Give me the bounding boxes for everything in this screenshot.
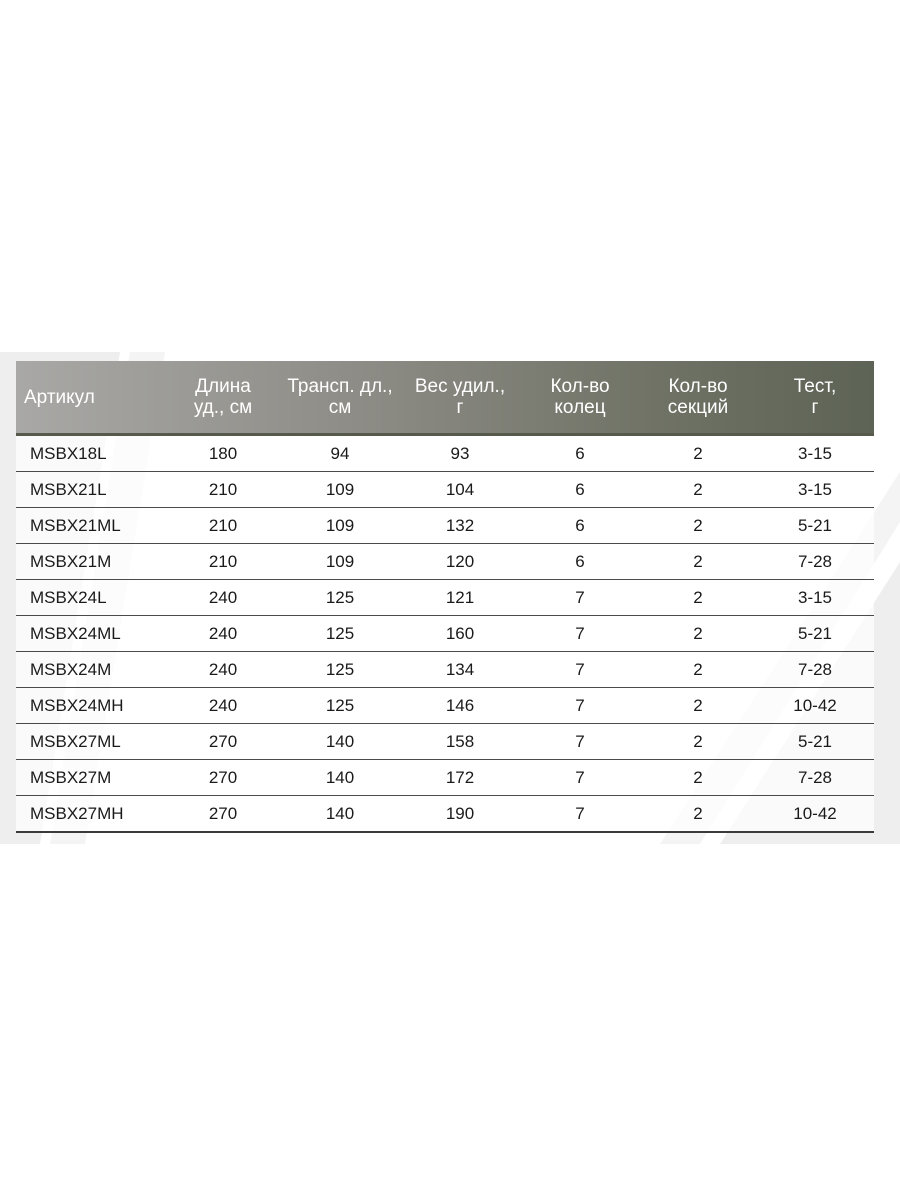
cell-ring-count: 6 xyxy=(520,472,640,508)
cell-test: 10-42 xyxy=(756,796,874,833)
cell-ring-count: 6 xyxy=(520,435,640,472)
cell-ring-count: 7 xyxy=(520,796,640,833)
header-transport-length xyxy=(280,361,400,435)
cell-transport-length: 125 xyxy=(280,580,400,616)
header-section-count xyxy=(640,361,756,435)
cell-rod-weight: 146 xyxy=(400,688,520,724)
table-row xyxy=(16,796,874,833)
cell-rod-length: 210 xyxy=(166,508,280,544)
cell-transport-length: 140 xyxy=(280,724,400,760)
cell-article: MSBX27MH xyxy=(16,796,166,833)
table-row xyxy=(16,616,874,652)
cell-rod-weight: 160 xyxy=(400,616,520,652)
cell-transport-length: 109 xyxy=(280,472,400,508)
cell-section-count: 2 xyxy=(640,508,756,544)
cell-article: MSBX21ML xyxy=(16,508,166,544)
cell-rod-length: 210 xyxy=(166,472,280,508)
cell-rod-weight: 172 xyxy=(400,760,520,796)
header-label-line: см xyxy=(328,397,352,418)
table-row xyxy=(16,544,874,580)
cell-transport-length: 109 xyxy=(280,508,400,544)
header-label-line: г xyxy=(811,397,819,418)
cell-rod-length: 270 xyxy=(166,724,280,760)
cell-section-count: 2 xyxy=(640,616,756,652)
table-row xyxy=(16,652,874,688)
cell-rod-weight: 104 xyxy=(400,472,520,508)
cell-test: 7-28 xyxy=(756,544,874,580)
cell-test: 10-42 xyxy=(756,688,874,724)
cell-rod-length: 210 xyxy=(166,544,280,580)
table-row xyxy=(16,688,874,724)
cell-test: 3-15 xyxy=(756,580,874,616)
cell-rod-weight: 121 xyxy=(400,580,520,616)
header-test xyxy=(756,361,874,435)
header-label-line: колец xyxy=(554,397,606,418)
table-row xyxy=(16,760,874,796)
cell-rod-weight: 158 xyxy=(400,724,520,760)
cell-transport-length: 140 xyxy=(280,760,400,796)
header-label-line: г xyxy=(456,397,464,418)
cell-test: 5-21 xyxy=(756,508,874,544)
cell-test: 3-15 xyxy=(756,435,874,472)
cell-rod-weight: 134 xyxy=(400,652,520,688)
table-row xyxy=(16,472,874,508)
cell-section-count: 2 xyxy=(640,435,756,472)
cell-rod-length: 270 xyxy=(166,760,280,796)
header-label-line: уд., см xyxy=(193,397,253,418)
cell-article: MSBX18L xyxy=(16,435,166,472)
header-row xyxy=(16,361,874,435)
table-row xyxy=(16,580,874,616)
cell-article: MSBX27M xyxy=(16,760,166,796)
cell-ring-count: 6 xyxy=(520,508,640,544)
cell-test: 7-28 xyxy=(756,760,874,796)
header-label-line: Трансп. дл., xyxy=(287,376,393,397)
cell-ring-count: 6 xyxy=(520,544,640,580)
cell-transport-length: 109 xyxy=(280,544,400,580)
header-article xyxy=(16,361,166,435)
cell-article: MSBX21L xyxy=(16,472,166,508)
cell-transport-length: 125 xyxy=(280,616,400,652)
cell-rod-length: 270 xyxy=(166,796,280,833)
cell-rod-length: 240 xyxy=(166,580,280,616)
cell-article: MSBX24ML xyxy=(16,616,166,652)
header-label-line: Тест, xyxy=(793,376,837,397)
cell-test: 5-21 xyxy=(756,724,874,760)
cell-rod-length: 180 xyxy=(166,435,280,472)
cell-section-count: 2 xyxy=(640,724,756,760)
cell-rod-weight: 93 xyxy=(400,435,520,472)
cell-ring-count: 7 xyxy=(520,616,640,652)
header-label-line: Артикул xyxy=(24,386,95,408)
cell-rod-weight: 190 xyxy=(400,796,520,833)
cell-section-count: 2 xyxy=(640,796,756,833)
header-rod-length xyxy=(166,361,280,435)
cell-transport-length: 94 xyxy=(280,435,400,472)
header-label-line: секций xyxy=(667,397,729,418)
cell-transport-length: 140 xyxy=(280,796,400,833)
cell-rod-length: 240 xyxy=(166,652,280,688)
cell-article: MSBX24L xyxy=(16,580,166,616)
table-row xyxy=(16,435,874,472)
table-body xyxy=(16,435,874,833)
cell-article: MSBX24M xyxy=(16,652,166,688)
cell-article: MSBX21M xyxy=(16,544,166,580)
cell-ring-count: 7 xyxy=(520,652,640,688)
header-label-line: Кол-во xyxy=(550,376,610,397)
table-header xyxy=(16,361,874,435)
header-ring-count xyxy=(520,361,640,435)
cell-section-count: 2 xyxy=(640,472,756,508)
cell-section-count: 2 xyxy=(640,544,756,580)
header-label-line: Длина xyxy=(195,376,251,397)
cell-section-count: 2 xyxy=(640,688,756,724)
cell-ring-count: 7 xyxy=(520,580,640,616)
cell-test: 5-21 xyxy=(756,616,874,652)
cell-ring-count: 7 xyxy=(520,724,640,760)
cell-test: 7-28 xyxy=(756,652,874,688)
table-row xyxy=(16,724,874,760)
cell-rod-weight: 132 xyxy=(400,508,520,544)
cell-article: MSBX27ML xyxy=(16,724,166,760)
cell-section-count: 2 xyxy=(640,652,756,688)
cell-rod-length: 240 xyxy=(166,616,280,652)
cell-transport-length: 125 xyxy=(280,688,400,724)
cell-test: 3-15 xyxy=(756,472,874,508)
cell-section-count: 2 xyxy=(640,760,756,796)
table-row xyxy=(16,508,874,544)
cell-article: MSBX24MH xyxy=(16,688,166,724)
cell-transport-length: 125 xyxy=(280,652,400,688)
cell-rod-length: 240 xyxy=(166,688,280,724)
header-label-line: Кол-во xyxy=(668,376,728,397)
rod-specification-table xyxy=(16,361,874,833)
cell-ring-count: 7 xyxy=(520,688,640,724)
header-rod-weight xyxy=(400,361,520,435)
cell-rod-weight: 120 xyxy=(400,544,520,580)
header-label-line: Вес удил., xyxy=(414,376,506,397)
cell-section-count: 2 xyxy=(640,580,756,616)
cell-ring-count: 7 xyxy=(520,760,640,796)
